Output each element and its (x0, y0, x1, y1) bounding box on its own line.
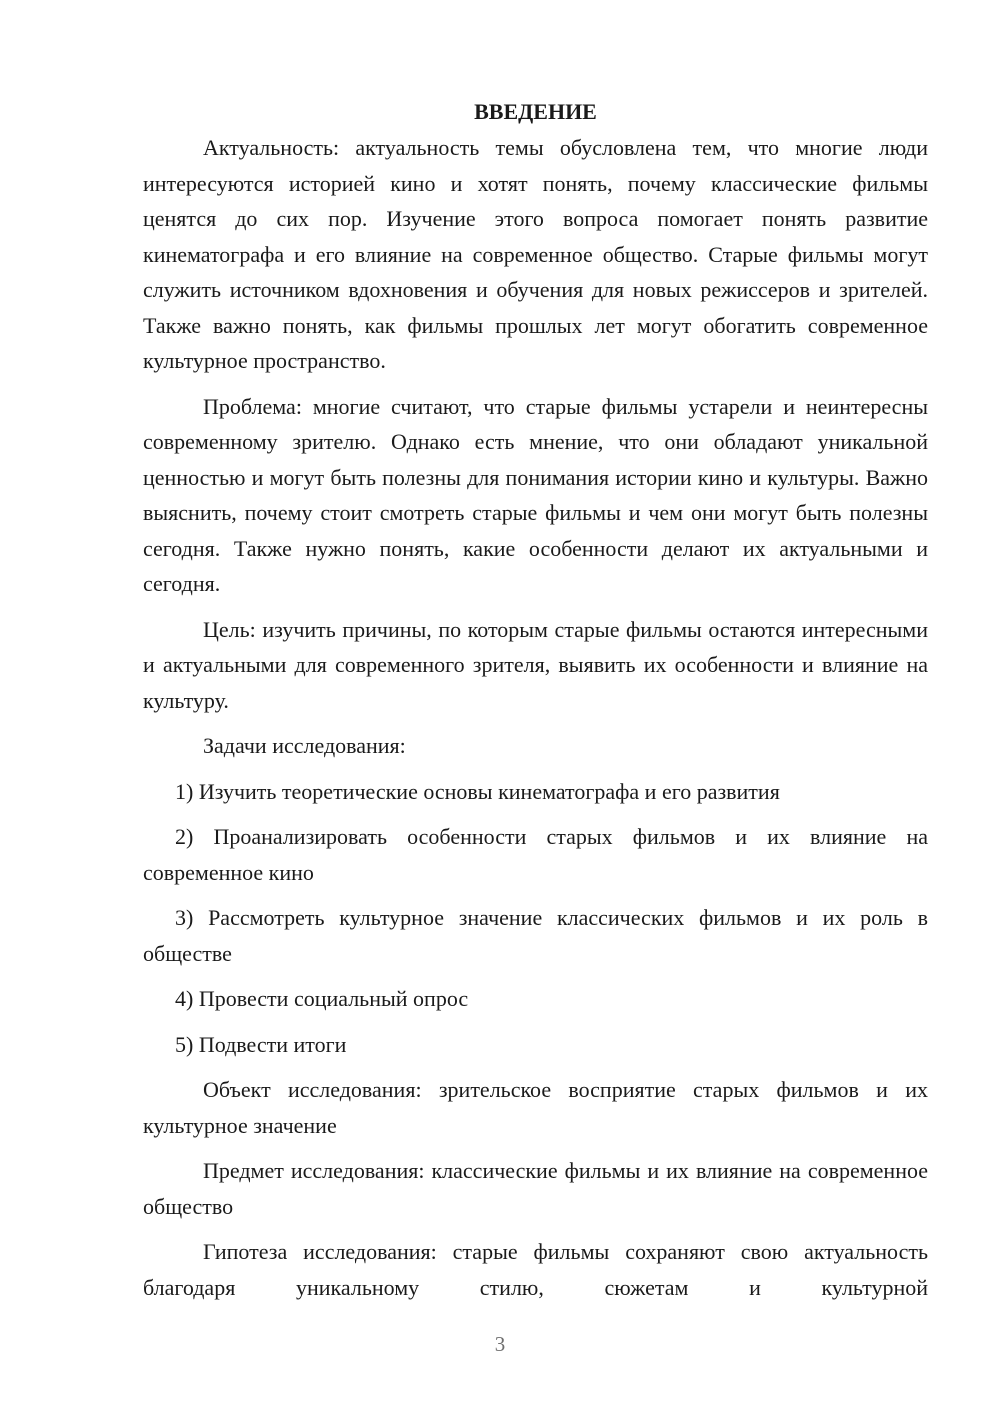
paragraph-subject: Предмет исследования: классические фильмы и их влияние на современное общество (143, 1158, 928, 1219)
document-page (143, 94, 928, 1315)
paragraph-object: Объект исследования: зрительское восприятие старых фильмов и их культурное значение (143, 1077, 928, 1138)
task-item-5: 5) Подвести итоги (175, 1031, 347, 1057)
paragraph-goal: Цель: изучить причины, по которым старые фильмы остаются интересными и актуальными для современного зрителя, выявить их особенности и влияние на культуру. (143, 616, 928, 713)
task-item-1: 1) Изучить теоретические основы кинематографа и его развития (175, 778, 780, 804)
task-item-4: 4) Провести социальный опрос (175, 986, 469, 1011)
tasks-heading: Задачи исследования: (203, 733, 406, 758)
task-item-3: 3) Рассмотреть культурное значение классических фильмов и их роль в обществе (143, 905, 928, 966)
section-title: ВВЕДЕНИЕ (474, 99, 597, 124)
paragraph-relevance: Актуальность: актуальность темы обусловлена тем, что многие люди интересуются историей кино и хотят понять, почему классические фильмы ценятся до сих пор. Изучение этого вопроса помогает понять развитие кинематографа и его влияние на современное общество. Старые фильмы могут служить источником вдохновения и обучения для новых режиссеров и зрителей. Также важно понять, как фильмы прошлых лет могут обогатить современное культурное пространство. (143, 135, 928, 373)
page-number: 3 (494, 1332, 506, 1356)
task-item-2: 2) Проанализировать особенности старых фильмов и их влияние на современное кино (143, 824, 928, 885)
paragraph-problem: Проблема: многие считают, что старые фильмы устарели и неинтересны современному зрителю. Однако есть мнение, что они обладают уникальной ценностью и могут быть полезны для понимания истории кино и культуры. Важно выяснить, почему стоит смотреть старые фильмы и чем они могут быть полезны сегодня. Также нужно понять, какие особенности делают их актуальными и сегодня. (143, 393, 928, 596)
paragraph-hypothesis: Гипотеза исследования: старые фильмы сохраняют свою актуальность благодаря уникальному стилю, сюжетам и культурной (143, 1239, 928, 1300)
